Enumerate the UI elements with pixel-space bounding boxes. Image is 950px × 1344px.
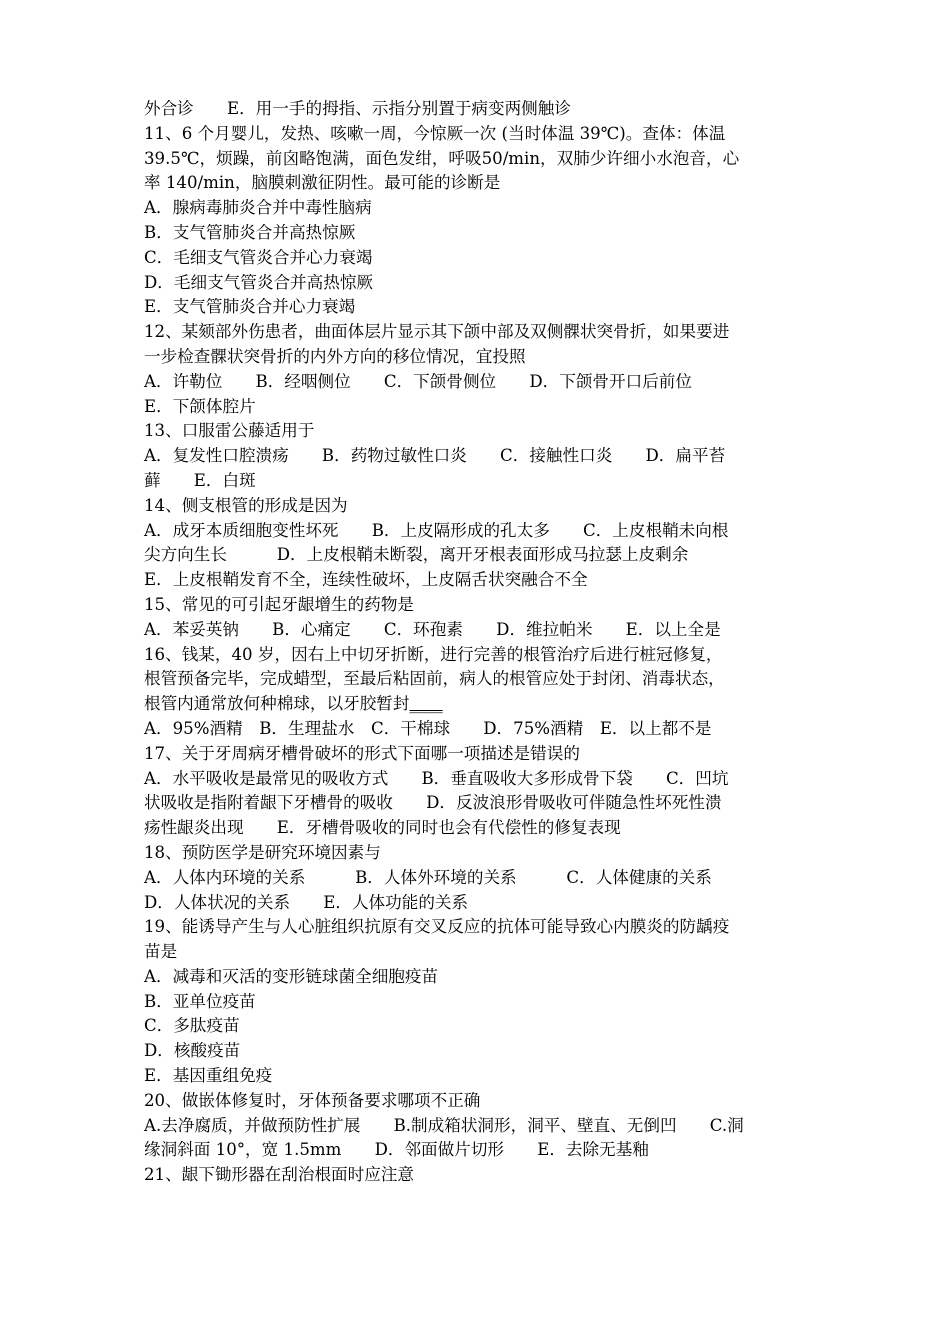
question-17-stem: 17、关于牙周病牙槽骨破坏的形式下面哪一项描述是错误的 <box>144 743 580 763</box>
question-11-stem: 率 140/min，脑膜刺激征阴性。最可能的诊断是 <box>144 173 501 193</box>
question-16-text: 根管内通常放何种棉球，以牙胶暂封 <box>144 694 410 714</box>
question-14-stem: 14、侧支根管的形成是因为 <box>144 495 348 515</box>
question-13-options: 藓 E．白斑 <box>144 470 256 490</box>
question-14-options: E．上皮根鞘发育不全，连续性破坏，上皮隔舌状突融合不全 <box>144 570 588 590</box>
question-16-stem <box>144 692 808 717</box>
question-21-stem: 21、龈下锄形器在刮治根面时应注意 <box>144 1165 415 1185</box>
fill-in-blank: ____ <box>409 694 443 714</box>
question-19-option-c: C．多肽疫苗 <box>144 1016 240 1036</box>
document-page <box>144 97 808 1188</box>
question-12-options: E．下颌体腔片 <box>144 396 256 416</box>
question-17-options: 状吸收是指附着龈下牙槽骨的吸收 D．反波浪形骨吸收可伴随急性坏死性溃 <box>144 793 722 813</box>
question-15-stem: 15、常见的可引起牙龈增生的药物是 <box>144 594 415 614</box>
text-line: 外合诊 E．用一手的拇指、示指分别置于病变两侧触诊 <box>144 99 571 118</box>
question-11-option-e: E．支气管肺炎合并心力衰竭 <box>144 297 356 317</box>
question-11-stem: 11、6 个月婴儿，发热、咳嗽一周，今惊厥一次 (当时体温 39℃)。查体：体温 <box>144 123 726 143</box>
question-14-options: A．成牙本质细胞变性坏死 B．上皮隔形成的孔太多 C．上皮根鞘未向根 <box>144 520 729 540</box>
question-16-stem: 根管预备完毕，完成蜡型，至最后粘固前，病人的根管应处于封闭、消毒状态， <box>144 669 725 689</box>
question-19-option-b: B．亚单位疫苗 <box>144 991 256 1011</box>
question-19-stem: 19、能诱导产生与人心脏组织抗原有交叉反应的抗体可能导致心内膜炎的防龋疫 <box>144 917 730 937</box>
question-19-stem: 苗是 <box>144 942 178 962</box>
question-12-stem: 一步检查髁状突骨折的内外方向的移位情况，宜投照 <box>144 346 526 366</box>
question-19-option-e: E．基因重组免疫 <box>144 1066 273 1086</box>
question-17-options: A．水平吸收是最常见的吸收方式 B．垂直吸收大多形成骨下袋 C．凹坑 <box>144 768 729 788</box>
question-17-options: 疡性龈炎出现 E．牙槽骨吸收的同时也会有代偿性的修复表现 <box>144 818 621 838</box>
question-19-option-a: A．减毒和灭活的变形链球菌全细胞疫苗 <box>144 966 439 986</box>
question-15-options: A．苯妥英钠 B．心痛定 C．环孢素 D．维拉帕米 E．以上全是 <box>144 619 721 639</box>
question-11-option-b: B．支气管肺炎合并高热惊厥 <box>144 222 356 242</box>
question-11-option-a: A．腺病毒肺炎合并中毒性脑病 <box>144 198 372 218</box>
question-14-options: 尖方向生长 D．上皮根鞘未断裂，离开牙根表面形成马拉瑟上皮剩余 <box>144 545 689 565</box>
question-11-option-d: D．毛细支气管炎合并高热惊厥 <box>144 272 374 292</box>
question-19-option-d: D．核酸疫苗 <box>144 1041 241 1061</box>
question-16-stem: 16、钱某，40 岁，因右上中切牙折断，进行完善的根管治疗后进行桩冠修复， <box>144 644 723 664</box>
question-11-stem: 39.5℃，烦躁，前囟略饱满，面色发绀，呼吸50/min，双肺少许细小水泡音，心 <box>144 148 740 168</box>
question-13-stem: 13、口服雷公藤适用于 <box>144 421 315 441</box>
question-13-options: A．复发性口腔溃疡 B．药物过敏性口炎 C．接触性口炎 D．扁平苔 <box>144 446 726 466</box>
question-18-options: D．人体状况的关系 E．人体功能的关系 <box>144 892 469 912</box>
question-18-stem: 18、预防医学是研究环境因素与 <box>144 842 381 862</box>
question-12-options: A．许勒位 B．经咽侧位 C．下颌骨侧位 D．下颌骨开口后前位 <box>144 371 692 391</box>
question-16-options: A．95%酒精 B．生理盐水 C．干棉球 D．75%酒精 E．以上都不是 <box>144 718 712 738</box>
question-11-option-c: C．毛细支气管炎合并心力衰竭 <box>144 247 373 267</box>
question-20-options: 缘洞斜面 10°，宽 1.5mm D．邻面做片切形 E．去除无基釉 <box>144 1140 649 1160</box>
question-20-options: A.去净腐质，并做预防性扩展 B.制成箱状洞形，洞平、壁直、无倒凹 C.洞 <box>144 1115 744 1135</box>
question-18-options: A．人体内环境的关系 B．人体外环境的关系 C．人体健康的关系 <box>144 867 712 887</box>
question-20-stem: 20、做嵌体修复时，牙体预备要求哪项不正确 <box>144 1090 481 1110</box>
question-12-stem: 12、某颏部外伤患者，曲面体层片显示其下颌中部及双侧髁状突骨折，如果要进 <box>144 322 730 342</box>
